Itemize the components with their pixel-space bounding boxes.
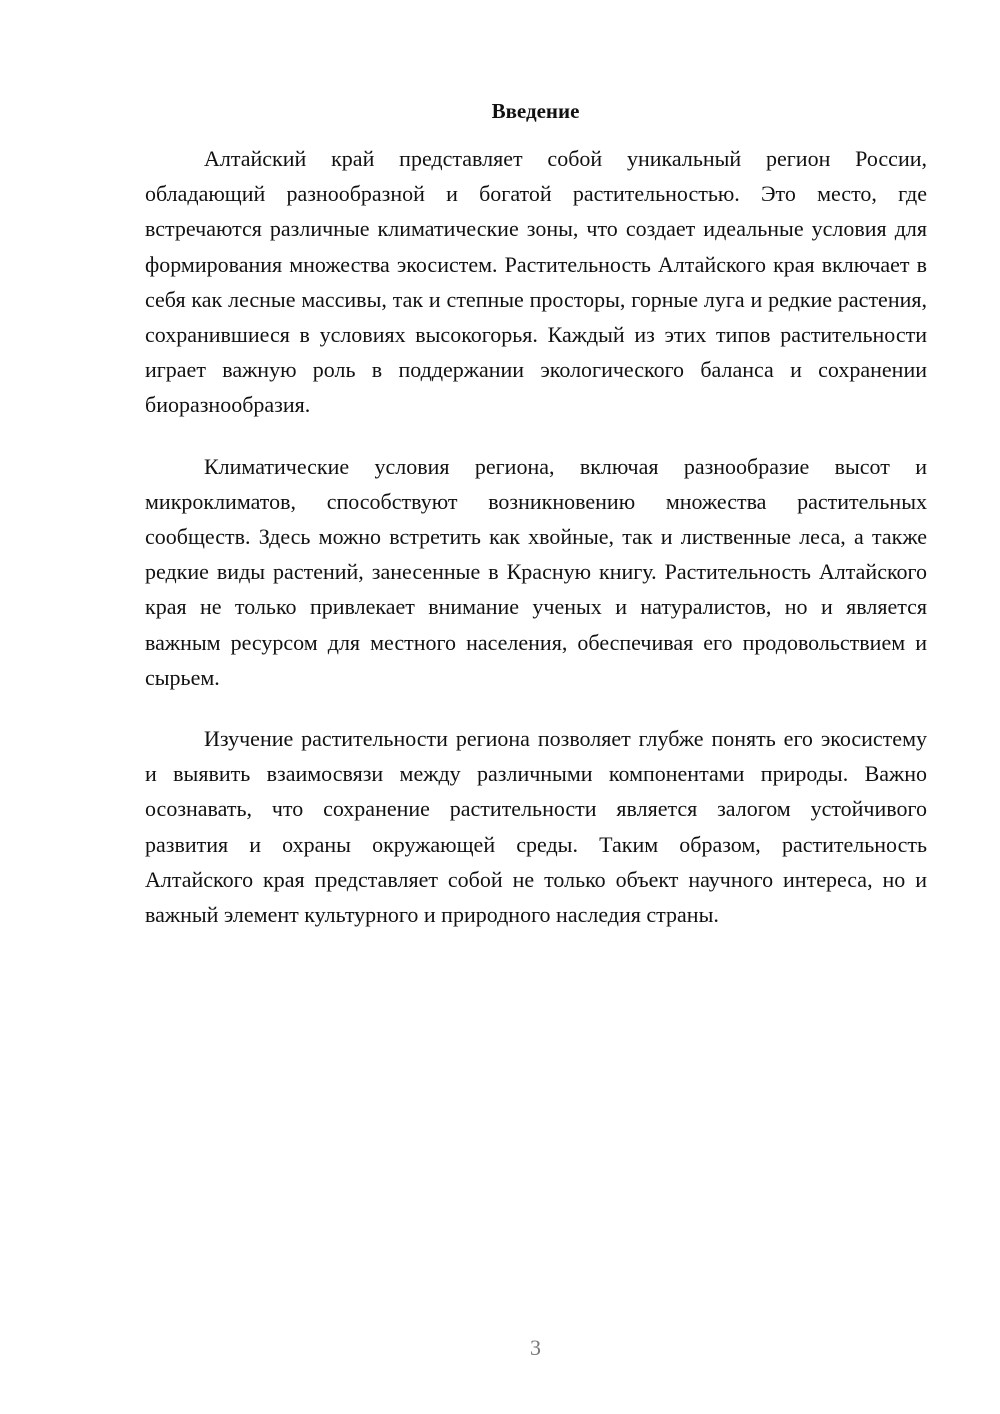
body-text [145,141,927,958]
paragraph: Алтайский край представляет собой уникальный регион России, обладающий разнообразной и богатой растительностью. Это место, где встречаются различные климатические зоны, что создает идеальные условия для формирования множества экосистем. Растительность Алтайского края включает в себя как лесные массивы, так и степные просторы, горные луга и редкие растения, сохранившиеся в условиях высокогорья. Каждый из этих типов растительности играет важную роль в поддержании экологического баланса и сохранении биоразнообразия. [145,146,927,418]
section-title: Введение [491,99,580,123]
paragraph: Климатические условия региона, включая разнообразие высот и микроклиматов, способствуют возникновению множества растительных сообществ. Здесь можно встретить как хвойные, так и лиственные леса, а также редкие виды растений, занесенные в Красную книгу. Растительность Алтайского края не только привлекает внимание ученых и натуралистов, но и является важным ресурсом для местного населения, обеспечивая его продовольствием и сырьем. [145,453,927,690]
paragraph: Изучение растительности региона позволяет глубже понять его экосистему и выявить взаимосвязи между различными компонентами природы. Важно осознавать, что сохранение растительности является залогом устойчивого развития и охраны окружающей среды. Таким образом, растительность Алтайского края представляет собой не только объект научного интереса, но и важный элемент культурного и природного наследия страны. [145,726,927,928]
page-number: 3 [530,1335,541,1360]
